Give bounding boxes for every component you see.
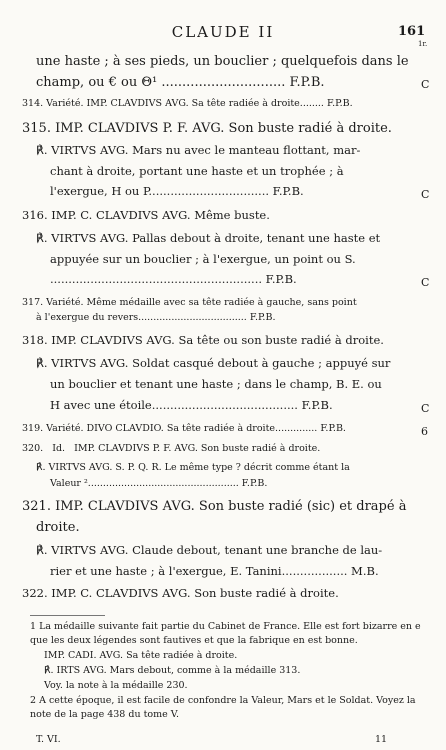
entry-318: 318. IMP. CLAVDIVS AVG. Sa tête ou son buste radié à droite. <box>22 333 384 347</box>
rarity-mark: C <box>421 276 430 289</box>
text-line: .......................................................... F.P.B. <box>50 272 297 286</box>
entry-315: 315. IMP. CLAVDIVS P. F. AVG. Son buste radié à droite. <box>22 121 392 136</box>
reverse-line: ℟. VIRTVS AVG. Pallas debout à droite, tenant une haste et <box>36 231 381 245</box>
entry-319: 319. Variété. DIVO CLAVDIO. Sa tête radiée à droite.............. F.P.B. <box>22 423 346 434</box>
text-line: H avec une étoile........................................ F.P.B. <box>50 398 333 412</box>
running-title: CLAUDE II <box>171 23 275 41</box>
reverse-line: ℟. VIRTVS AVG. Claude debout, tenant une branche de lau- <box>36 543 383 557</box>
footnote-line: IMP. CADI. AVG. Sa tête radiée à droite. <box>44 650 238 661</box>
rarity-mark: C <box>421 78 430 91</box>
text-line: une haste ; à ses pieds, un bouclier ; quelquefois dans le <box>36 54 409 69</box>
footnote-line: ℟. IRTS AVG. Mars debout, comme à la médaille 313. <box>44 665 301 676</box>
text-line: à l'exergue du revers.................................... F.P.B. <box>36 312 276 323</box>
footnote-rule <box>30 615 105 616</box>
text-line: droite. <box>36 520 80 535</box>
footnote-line: 2 A cette époque, il est facile de confondre la Valeur, Mars et le Soldat. Voyez la <box>30 695 416 706</box>
entry-321: 321. IMP. CLAVDIVS AVG. Son buste radié (sic) et drapé à <box>22 499 407 514</box>
entry-316: 316. IMP. C. CLAVDIVS AVG. Même buste. <box>22 208 270 222</box>
reverse-line: ℟. VIRTVS AVG. Soldat casqué debout à gauche ; appuyé sur <box>36 356 391 370</box>
text-line: champ, ou € ou Θ¹ .............................. F.P.B. <box>36 75 325 90</box>
text-line: chant à droite, portant une haste et un trophée ; à <box>50 164 344 178</box>
text-line: rier et une haste ; à l'exergue, E. Tanini.................. M.B. <box>50 564 379 578</box>
text-line: l'exergue, H ou P................................. F.P.B. <box>50 184 304 198</box>
rarity-mark: C <box>421 402 430 415</box>
rarity-mark: C <box>421 188 430 201</box>
entry-320: 320. Id. IMP. CLAVDIVS P. F. AVG. Son buste radié à droite. <box>22 443 321 454</box>
footnote-line: note de la page 438 du tome V. <box>30 709 179 720</box>
entry-314: 314. Variété. IMP. CLAVDIVS AVG. Sa tête radiée à droite........ F.P.B. <box>22 98 353 109</box>
footnote-line: que les deux légendes sont fautives et que la fabrique en est bonne. <box>30 635 358 646</box>
entry-317: 317. Variété. Même médaille avec sa tête radiée à gauche, sans point <box>22 297 357 308</box>
entry-322: 322. IMP. C. CLAVDIVS AVG. Son buste radié à droite. <box>22 586 339 600</box>
page-number: 161 <box>398 24 426 39</box>
reverse-line: ℟. VIRTVS AVG. S. P. Q. R. Le même type ? décrit comme étant la <box>36 462 350 473</box>
reverse-line: ℟. VIRTVS AVG. Mars nu avec le manteau flottant, mar- <box>36 143 361 157</box>
volume-mark: T. VI. <box>36 734 61 745</box>
signature-mark: 1r. <box>418 40 428 48</box>
footnote-line: Voy. la note à la médaille 230. <box>44 680 188 691</box>
signature-footer: 11 <box>375 734 388 745</box>
text-line: Valeur ².................................................. F.P.B. <box>50 478 268 489</box>
rarity-mark: 6 <box>421 425 428 438</box>
text-line: un bouclier et tenant une haste ; dans le champ, B. E. ou <box>50 377 382 391</box>
text-line: appuyée sur un bouclier ; à l'exergue, un point ou S. <box>50 252 356 266</box>
footnote-line: 1 La médaille suivante fait partie du Cabinet de France. Elle est fort bizarre en e <box>30 621 421 632</box>
